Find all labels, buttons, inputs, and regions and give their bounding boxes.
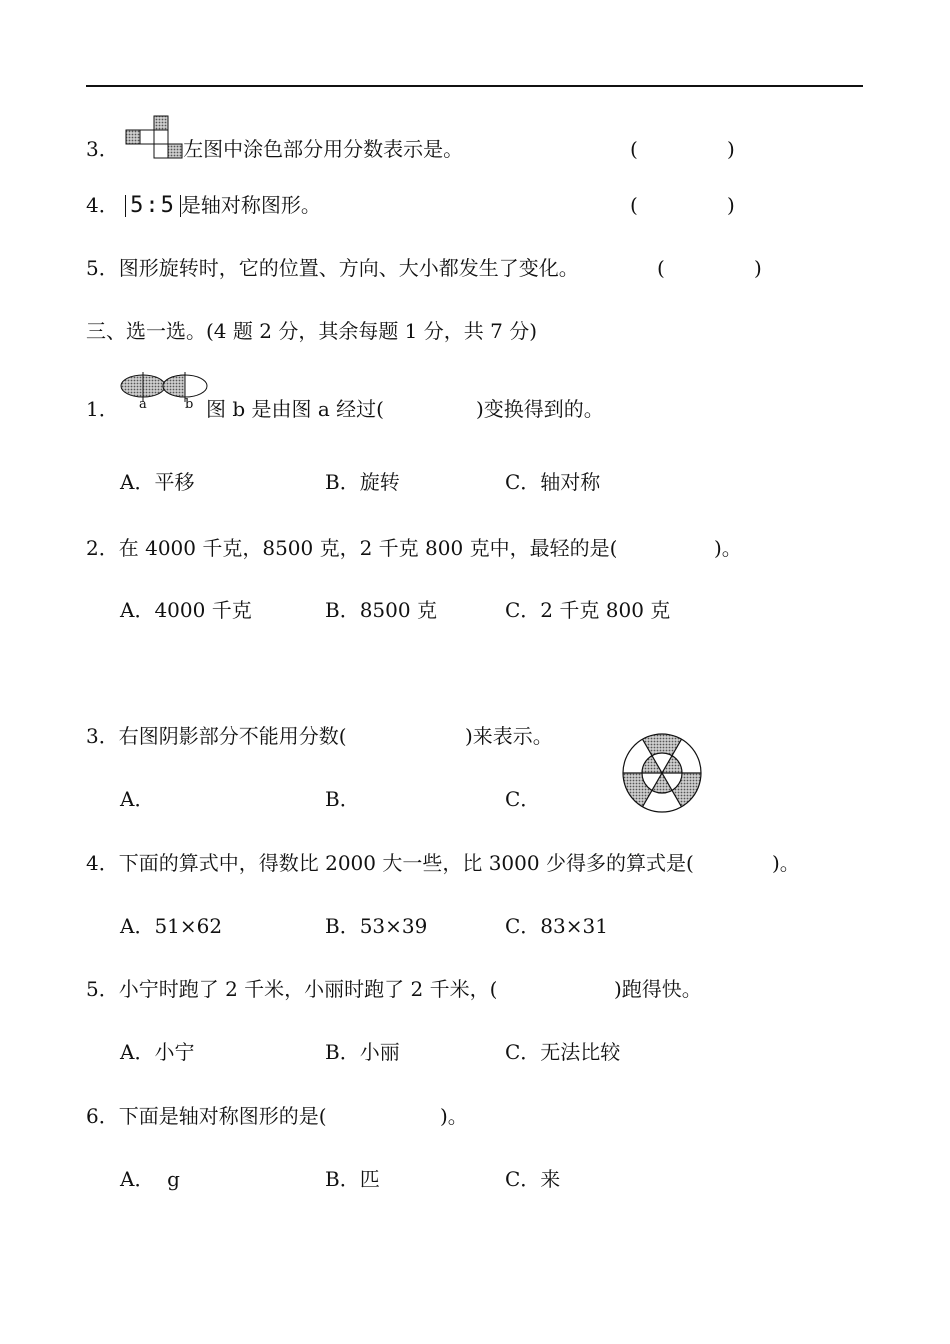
question-6-number: 6． (86, 1104, 119, 1128)
question-4-text-after: )。 (772, 851, 800, 875)
q3-option-c[interactable]: C． (505, 787, 541, 811)
tf-item-4 (86, 190, 321, 220)
ellipse-reflection-figure (118, 370, 210, 423)
q1-option-a[interactable]: A．平移 (120, 470, 195, 494)
question-6-text-after: )。 (440, 1104, 468, 1128)
question-6-text-before: 下面是轴对称图形的是( (118, 1104, 327, 1128)
q4-option-b[interactable]: B．53×39 (325, 914, 428, 938)
question-2-text-before: 在 4000 千克，8500 克，2 千克 800 克中，最轻的是( (118, 536, 618, 560)
tf-item-5-close-paren: ) (754, 256, 762, 280)
digital-figure-text: 5:5 (130, 193, 176, 218)
tf-item-5 (86, 253, 579, 283)
question-5-text-before: 小宁时跑了 2 千米，小丽时跑了 2 千米，( (118, 977, 498, 1001)
q6-option-b[interactable]: B．匹 (325, 1167, 380, 1191)
q4-option-a[interactable]: A．51×62 (120, 914, 223, 938)
section-3-title: 三、选一选。(4 题 2 分，其余每题 1 分，共 7 分) (86, 319, 538, 343)
q1-option-c[interactable]: C．轴对称 (505, 470, 601, 494)
question-5-text-after: )跑得快。 (614, 977, 702, 1001)
tf-item-5-text: 图形旋转时，它的位置、方向、大小都发生了变化。 (118, 256, 579, 280)
q3-option-b[interactable]: B． (325, 787, 360, 811)
question-2-number: 2． (86, 536, 119, 560)
question-1 (86, 394, 119, 424)
tf-item-4-number: 4． (86, 193, 119, 217)
digital-figure-5-5 (125, 195, 181, 217)
tf-item-3-close-paren: ) (727, 137, 735, 161)
tf-item-4-text: 是轴对称图形。 (180, 193, 321, 217)
question-3-text-after: )来表示。 (465, 724, 553, 748)
tf-item-3 (86, 134, 463, 164)
tf-item-5-number: 5． (86, 256, 119, 280)
question-2 (86, 533, 617, 563)
question-3-text-before: 右图阴影部分不能用分数( (118, 724, 347, 748)
question-1-text-before: 图 b 是由图 a 经过( (206, 397, 384, 421)
q5-option-b[interactable]: B．小丽 (325, 1040, 400, 1064)
tf-item-3-text: 左图中涂色部分用分数表示是。 (183, 137, 464, 161)
q2-option-a[interactable]: A．4000 千克 (120, 598, 252, 622)
q4-option-c[interactable]: C．83×31 (505, 914, 608, 938)
question-3-number: 3． (86, 724, 119, 748)
figure-label-b: b (185, 397, 194, 412)
figure-label-a: a (139, 397, 147, 412)
q2-option-b[interactable]: B．8500 克 (325, 598, 437, 622)
tf-item-4-close-paren: ) (727, 193, 735, 217)
tf-item-3-number: 3． (86, 137, 119, 161)
tf-item-5-open-paren: ( (657, 256, 665, 280)
q1-option-b[interactable]: B．旋转 (325, 470, 400, 494)
q5-option-a[interactable]: A．小宁 (120, 1040, 195, 1064)
q5-option-c[interactable]: C．无法比较 (505, 1040, 621, 1064)
shaded-circle-figure (620, 731, 704, 820)
tf-item-4-open-paren: ( (630, 193, 638, 217)
question-3 (86, 721, 347, 751)
question-4-number: 4． (86, 851, 119, 875)
question-4 (86, 848, 694, 878)
question-6 (86, 1101, 327, 1131)
question-1-text-after: )变换得到的。 (476, 397, 604, 421)
tf-item-3-open-paren: ( (630, 137, 638, 161)
question-5-number: 5． (86, 977, 119, 1001)
question-5 (86, 974, 497, 1004)
question-4-text-before: 下面的算式中，得数比 2000 大一些，比 3000 少得多的算式是( (118, 851, 694, 875)
q6-option-a[interactable]: A． g (120, 1167, 180, 1191)
q6-option-c[interactable]: C．来 (505, 1167, 561, 1191)
q3-option-a[interactable]: A． (120, 787, 155, 811)
shaded-grid-figure (125, 135, 183, 167)
q2-option-c[interactable]: C．2 千克 800 克 (505, 598, 671, 622)
question-2-text-after: )。 (714, 536, 742, 560)
top-rule (86, 85, 863, 87)
question-1-number: 1． (86, 397, 119, 421)
